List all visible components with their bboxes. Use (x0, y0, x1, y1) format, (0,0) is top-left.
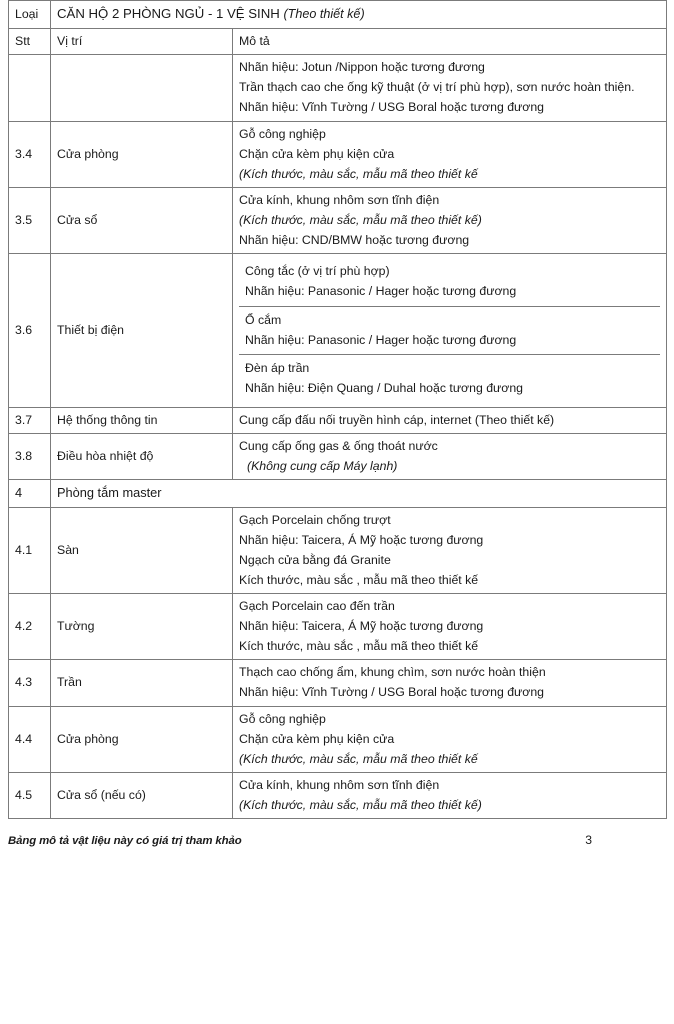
cell-mota (233, 254, 667, 407)
cell-vitri: Cửa phòng (51, 706, 233, 772)
cell-stt (9, 55, 51, 121)
description-lines (239, 192, 660, 249)
header-apartment-title (51, 1, 667, 29)
description-line: Kích thước, màu sắc , mẫu mã theo thiết kế (239, 638, 479, 653)
cell-stt: 4.1 (9, 507, 51, 593)
column-header-vitri: Vị trí (51, 28, 233, 54)
cell-vitri: Trần (51, 660, 233, 706)
description-line: (Kích thước, màu sắc, mẫu mã theo thiết kế (239, 751, 478, 766)
description-line: Chặn cửa kèm phụ kiện cửa (239, 731, 395, 746)
description-lines (245, 312, 654, 349)
description-line: Nhãn hiệu: Panasonic / Hager hoặc tương đương (245, 332, 517, 347)
description-line: Nhãn hiệu: Vĩnh Tường / USG Boral hoặc tương đương (239, 100, 545, 115)
description-subtable (239, 258, 660, 402)
header-loai: Loại (9, 1, 51, 29)
footer-note: Bảng mô tả vật liệu này có giá trị tham khảo (8, 835, 242, 848)
table-row (9, 593, 667, 659)
description-lines (239, 711, 660, 768)
section-title: Phòng tắm master (51, 480, 667, 507)
table-title-row (9, 1, 667, 29)
cell-vitri: Điều hòa nhiệt độ (51, 434, 233, 480)
cell-mota (233, 121, 667, 187)
table-row (9, 121, 667, 187)
table-row (9, 773, 667, 819)
description-subrow (239, 306, 660, 354)
cell-vitri: Cửa phòng (51, 121, 233, 187)
cell-vitri: Sàn (51, 507, 233, 593)
description-line: Ngạch cửa bằng đá Granite (239, 552, 391, 567)
description-line: Cung cấp ống gas & ống thoát nước (239, 439, 438, 454)
description-line: Thạch cao chống ẩm, khung chìm, sơn nước hoàn thiện (239, 665, 546, 680)
cell-vitri: Tường (51, 593, 233, 659)
cell-stt: 4.5 (9, 773, 51, 819)
description-lines (239, 59, 660, 116)
cell-stt: 3.7 (9, 407, 51, 433)
page-footer (8, 833, 666, 847)
description-line: Nhãn hiệu: Panasonic / Hager hoặc tương đương (245, 284, 517, 299)
table-row (9, 55, 667, 121)
cell-vitri: Hệ thống thông tin (51, 407, 233, 433)
description-line: Nhãn hiệu: CND/BMW hoặc tương đương (239, 232, 470, 247)
description-lines (239, 438, 660, 475)
cell-mota (233, 593, 667, 659)
cell-vitri: Cửa sổ (nếu có) (51, 773, 233, 819)
cell-mota-sub (239, 258, 660, 306)
description-lines (239, 412, 660, 429)
description-line: Cửa kính, khung nhôm sơn tĩnh điện (239, 193, 440, 208)
footer-page-number: 3 (585, 833, 592, 848)
description-lines (245, 263, 654, 300)
table-row (9, 706, 667, 772)
cell-stt: 3.6 (9, 254, 51, 407)
section-number: 4 (9, 480, 51, 507)
cell-mota (233, 55, 667, 121)
description-line: (Kích thước, màu sắc, mẫu mã theo thiết kế) (239, 213, 482, 227)
description-lines (239, 664, 660, 701)
cell-stt: 4.2 (9, 593, 51, 659)
description-line: Đèn áp trần (245, 361, 310, 376)
description-lines (239, 598, 660, 655)
cell-mota-sub (239, 306, 660, 354)
column-header-mota: Mô tả (233, 28, 667, 54)
cell-vitri (51, 55, 233, 121)
description-line: Nhãn hiệu: Taicera, Á Mỹ hoặc tương đương (239, 618, 484, 633)
cell-mota (233, 706, 667, 772)
description-line: Kích thước, màu sắc , mẫu mã theo thiết kế (239, 572, 479, 587)
description-line: Nhãn hiệu: Taicera, Á Mỹ hoặc tương đương (239, 532, 484, 547)
table-body (9, 55, 667, 819)
description-line: Nhãn hiệu: Điện Quang / Duhal hoặc tương đương (245, 381, 524, 396)
table-row (9, 507, 667, 593)
cell-vitri: Cửa sổ (51, 188, 233, 254)
description-line: Nhãn hiệu: Jotun /Nippon hoặc tương đương (239, 60, 485, 75)
description-line: (Không cung cấp Máy lạnh) (247, 459, 398, 474)
description-lines (245, 360, 654, 397)
table-section-row (9, 480, 667, 507)
column-header-stt: Stt (9, 28, 51, 54)
description-lines (239, 126, 660, 183)
table-row (9, 407, 667, 433)
cell-mota (233, 660, 667, 706)
cell-mota (233, 507, 667, 593)
description-lines (239, 777, 660, 814)
apartment-title-sub: (Theo thiết kế) (283, 7, 365, 21)
cell-vitri: Thiết bị điện (51, 254, 233, 407)
material-specification-table (8, 0, 667, 819)
description-line: Nhãn hiệu: Vĩnh Tường / USG Boral hoặc tương đương (239, 685, 545, 700)
cell-mota (233, 188, 667, 254)
description-line: Gỗ công nghiệp (239, 126, 326, 141)
description-line: (Kích thước, màu sắc, mẫu mã theo thiết kế (239, 166, 478, 181)
table-row (9, 660, 667, 706)
description-line: Công tắc (ở vị trí phù hợp) (245, 264, 390, 279)
table-row (9, 188, 667, 254)
description-line: Gạch Porcelain cao đến trần (239, 598, 395, 613)
table-row (9, 434, 667, 480)
table-header (9, 1, 667, 55)
cell-stt: 3.8 (9, 434, 51, 480)
description-lines (239, 512, 660, 589)
description-line: Gạch Porcelain chống trượt (239, 512, 391, 527)
description-line: Trần thạch cao che ống kỹ thuật (ở vị trí phù hợp), sơn nước hoàn thiện. (239, 80, 635, 95)
description-subrow (239, 355, 660, 403)
cell-mota (233, 407, 667, 433)
description-subrow (239, 258, 660, 306)
cell-stt: 3.4 (9, 121, 51, 187)
cell-mota (233, 434, 667, 480)
table-column-header-row (9, 28, 667, 54)
description-line: (Kích thước, màu sắc, mẫu mã theo thiết kế) (239, 798, 482, 813)
cell-mota (233, 773, 667, 819)
description-line: Ổ cắm (245, 312, 282, 327)
cell-mota-sub (239, 355, 660, 403)
description-line: Chặn cửa kèm phụ kiện cửa (239, 146, 395, 161)
cell-stt: 4.3 (9, 660, 51, 706)
description-line: Cửa kính, khung nhôm sơn tĩnh điện (239, 778, 440, 793)
description-line: Gỗ công nghiệp (239, 711, 326, 726)
cell-stt: 3.5 (9, 188, 51, 254)
table-row (9, 254, 667, 407)
cell-stt: 4.4 (9, 706, 51, 772)
apartment-title-main: CĂN HỘ 2 PHÒNG NGỦ - 1 VỆ SINH (57, 6, 280, 21)
description-line: Cung cấp đấu nối truyền hình cáp, internet (Theo thiết kế) (239, 412, 555, 427)
